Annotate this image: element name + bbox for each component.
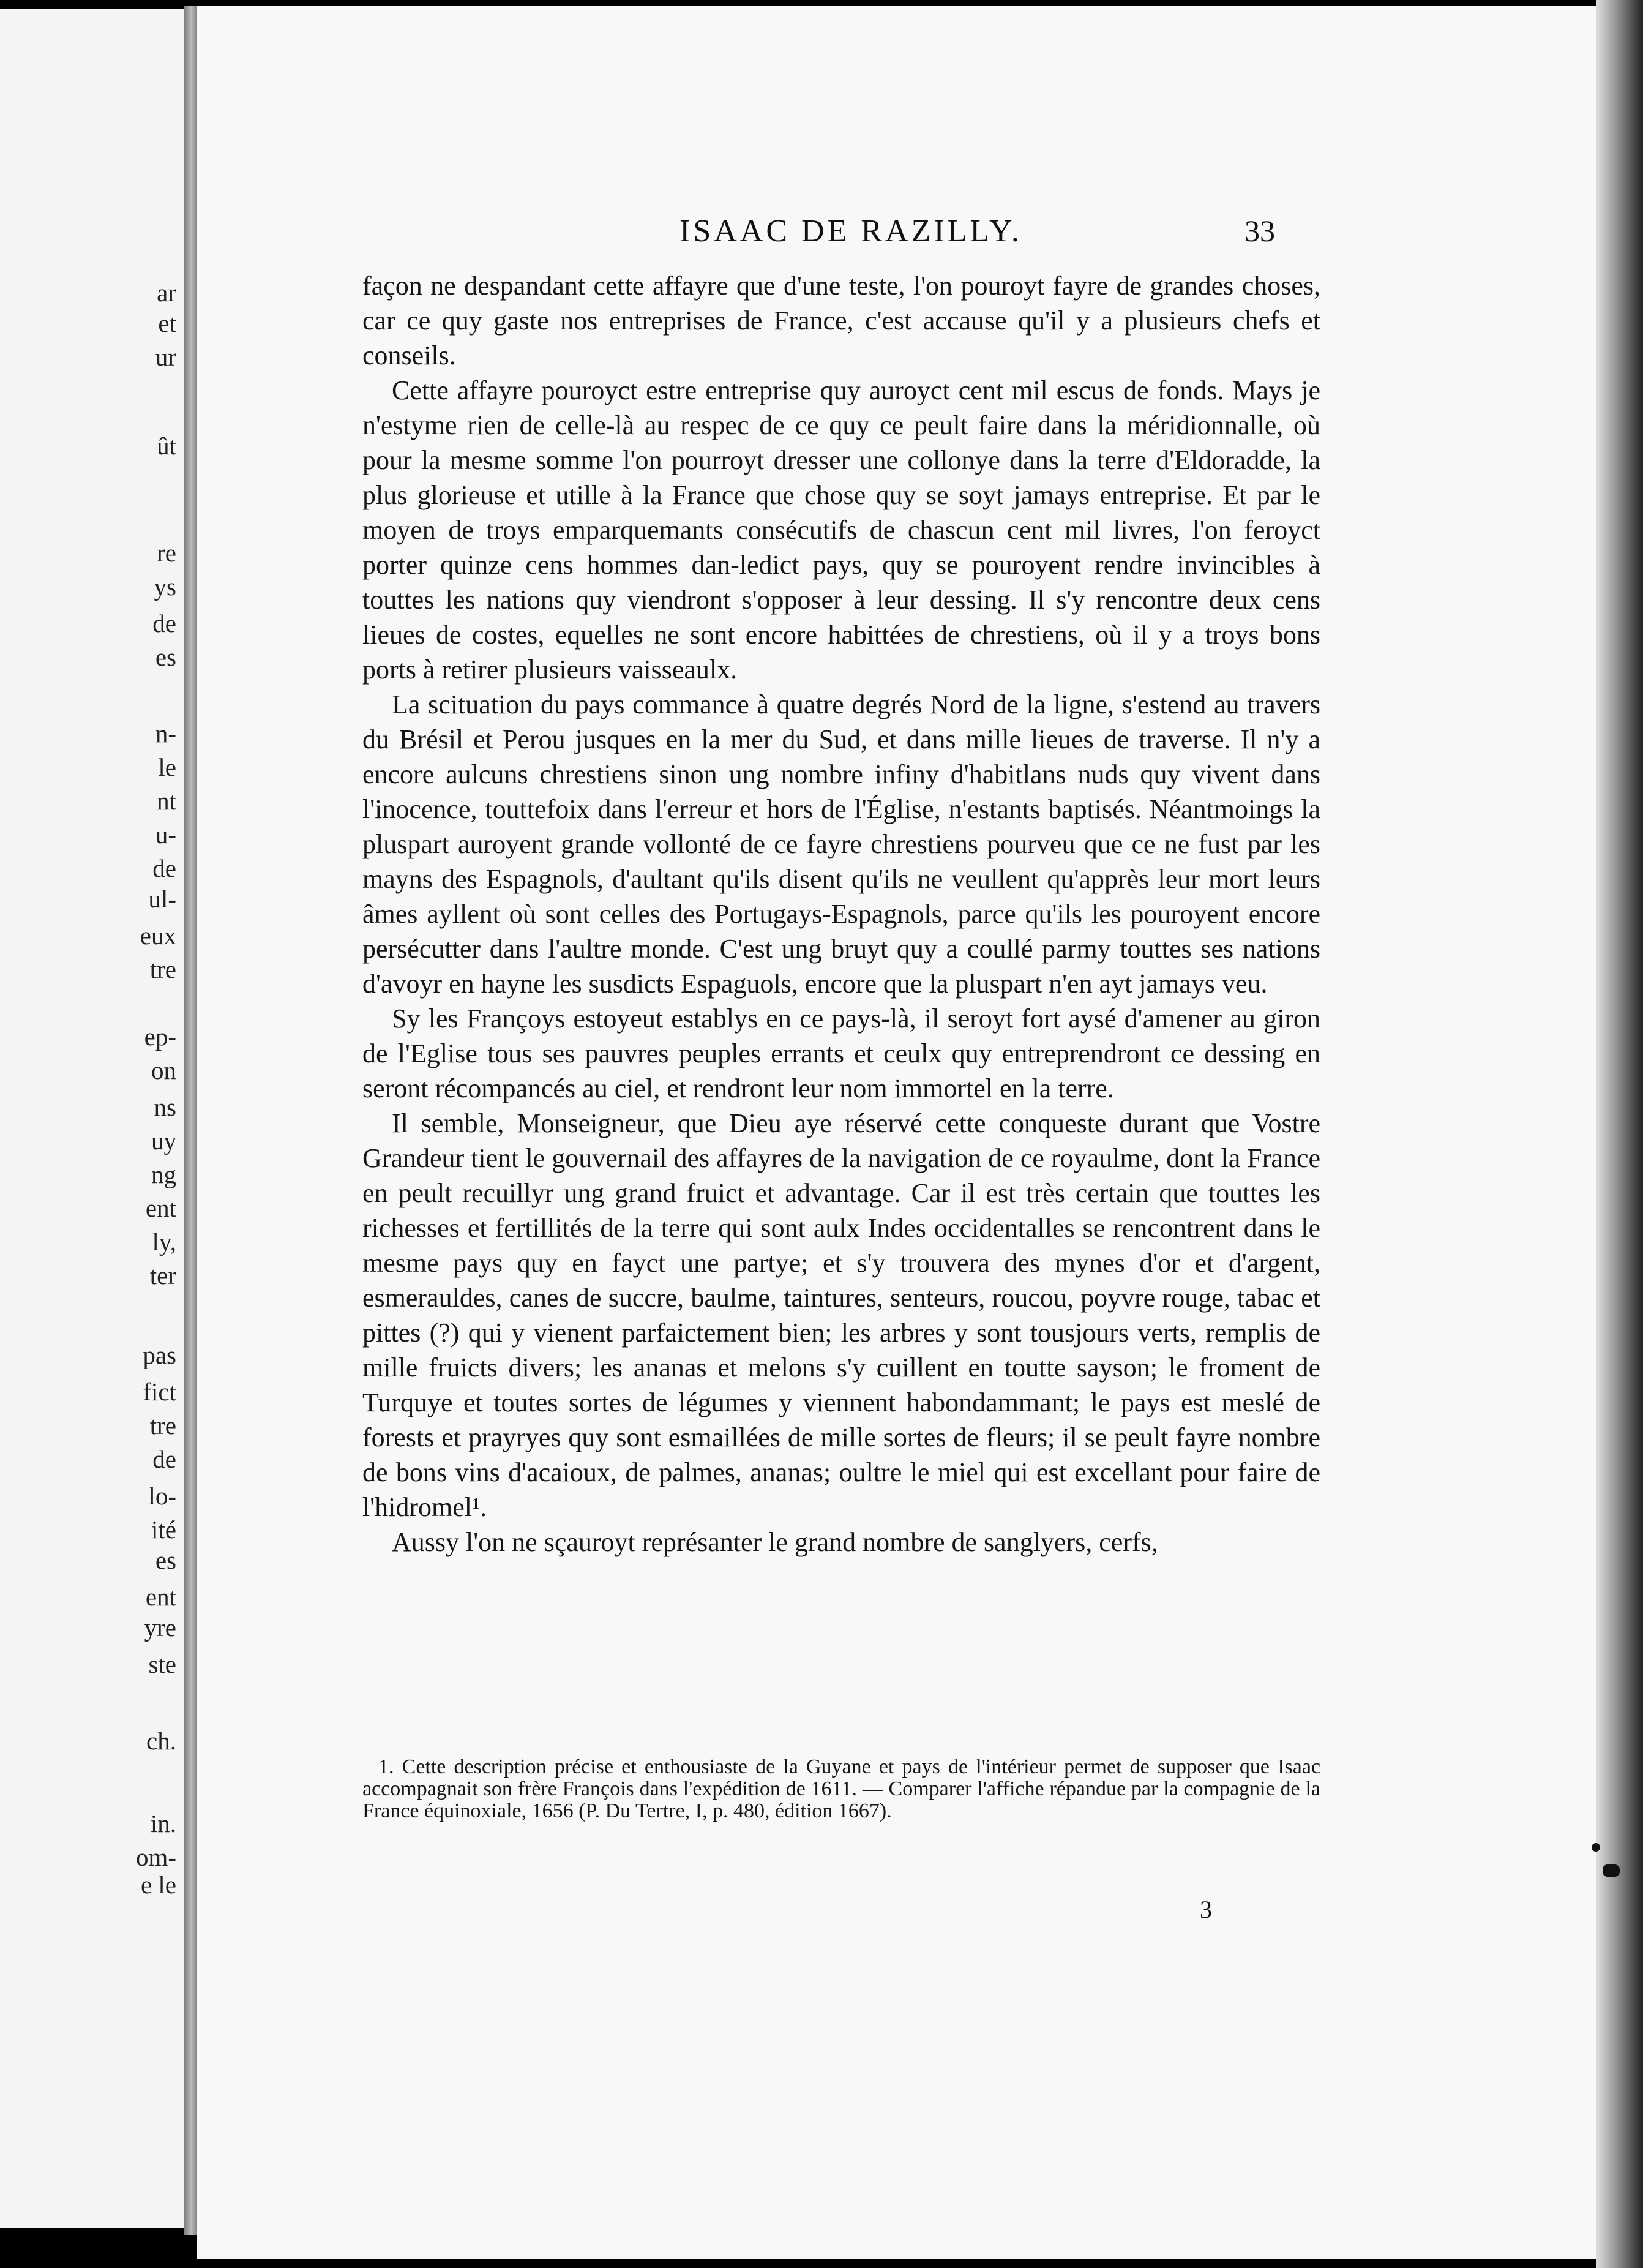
margin-fragment: ent: [145, 1583, 176, 1611]
margin-fragment: ys: [154, 573, 176, 601]
margin-fragment: ent: [145, 1194, 176, 1222]
margin-fragment: ch.: [146, 1727, 176, 1755]
margin-fragment: uy: [151, 1127, 176, 1155]
margin-fragment: fict: [143, 1378, 176, 1406]
margin-fragment: ep-: [144, 1023, 176, 1051]
margin-fragment: ité: [151, 1515, 176, 1544]
margin-fragment: ly,: [152, 1228, 176, 1256]
margin-fragment: on: [151, 1056, 176, 1084]
margin-fragment: ste: [148, 1650, 176, 1678]
margin-fragment: de: [152, 854, 176, 882]
margin-fragment: u-: [155, 820, 176, 849]
margin-fragment: n-: [155, 719, 176, 748]
margin-fragment: es: [155, 643, 176, 671]
footnote-text: 1. Cette description précise et enthousiaste de la Guyane et pays de l'intérieur permet de supposer que Isaac accompagnait son frère François dans l'expédition de 1611. — Comparer l'affiche répandue par la compagnie de la France équinoxiale, 1656 (P. Du Tertre, I, p. 480, édition 1667).: [362, 1755, 1320, 1822]
book-gutter: [184, 6, 198, 2235]
paragraph: façon ne despandant cette affayre que d'une teste, l'on pouroyt fayre de grandes choses, car ce quy gaste nos entreprises de France, c'est accause qu'il y a plusieurs chefs et conseils.: [362, 271, 1320, 370]
margin-fragment: le: [158, 753, 176, 781]
margin-fragment: de: [152, 1445, 176, 1473]
paragraph: Cette affayre pouroyct estre entreprise quy auroyct cent mil escus de fonds. Mays je n'estyme rien de celle-là au respec de ce quy ce peult faire dans la méridionnalle, où pour la mesme somme l'on pourroyt dresser une collonye dans la terre d'Eldoradde, la plus glorieuse et utille à la France que chose quy se soyt jamays entreprise. Et par le moyen de troys emparquemants consécutifs de chascun cent mil livres, l'on feroyct porter quinze cens hommes dan-ledict pays, quy se pouroyent rendre invincibles à touttes les nations quy viendront s'opposer à leur dessing. Il s'y rencontre deux cens lieues de costes, equelles ne sont encore habittées de chrestiens, où il y a troys bons ports à retirer plusieurs vaisseaulx.: [362, 375, 1320, 685]
margin-fragment: et: [158, 309, 176, 337]
paragraph: Sy les Françoys estoyeut establys en ce pays-là, il seroyt fort aysé d'amener au giron de l'Eglise tous ses pauvres peuples errants et ceulx quy entreprendront ce dessing en seront récompancés au ciel, et rendront leur nom immortel en la terre.: [362, 1004, 1320, 1103]
margin-fragment: e le: [140, 1871, 176, 1899]
margin-fragment: eux: [140, 922, 176, 950]
signature-mark: 3: [1200, 1896, 1212, 1923]
paragraph: Aussy l'on ne sçauroyt représanter le grand nombre de sanglyers, cerfs,: [392, 1527, 1158, 1557]
left-page-fragment: [0, 9, 199, 2228]
margin-fragment: tre: [149, 955, 176, 983]
margin-fragment: ul-: [148, 885, 176, 913]
margin-fragment: ar: [157, 279, 176, 307]
margin-fragment: ur: [155, 343, 176, 371]
body-text: [362, 268, 1320, 1560]
margin-fragment: es: [155, 1546, 176, 1574]
margin-fragment: ns: [154, 1093, 176, 1121]
margin-fragment: pas: [143, 1341, 176, 1369]
margin-fragment: tre: [149, 1411, 176, 1440]
scan-speck: [1592, 1843, 1600, 1852]
margin-fragment: in.: [150, 1809, 176, 1838]
paragraph: Il semble, Monseigneur, que Dieu aye réservé cette conqueste durant que Vostre Grandeur tient le gouvernail des affayres de la navigation de ce royaulme, dont la France en peult recuillyr ung grand fruict et advantage. Car il est très certain que touttes les richesses et fertillités de la terre qui sont aulx Indes occidentalles se rencontrent dans le mesme pays quy en fayct une partye; et s'y trouvera des mynes d'or et d'argent, esmerauldes, canes de succre, baulme, taintures, senteurs, roucou, poyvre rouge, tabac et pittes (?) qui y vienent parfaictement bien; les arbres y sont tousjours verts, remplis de mille fruicts divers; les ananas et melons s'y cuillent en toutte sayson; le froment de Turquye et toutes sortes de légumes y viennent habondammant; le pays est meslé de forests et prayryes quy sont esmaillées de mille sortes de fleurs; il se peult fayre nombre de bons vins d'acaioux, de palmes, ananas; oultre le miel qui est excellant pour faire de l'hidromel¹.: [362, 1108, 1320, 1522]
margin-fragment: nt: [157, 787, 176, 815]
margin-fragment: re: [157, 539, 176, 567]
running-title: ISAAC DE RAZILLY.: [679, 214, 1022, 249]
footnote: [362, 1756, 1320, 1822]
margin-fragment: ût: [157, 432, 176, 460]
paragraph: La scituation du pays commance à quatre degrés Nord de la ligne, s'estend au travers du Brésil et Perou jusques en la mer du Sud, et dans mille lieues de traverse. Il n'y a encore aulcuns chrestiens sinon ung nombre infiny d'habitlans nuds quy vivent dans l'inocence, touttefoix dans l'erreur et hors de l'Église, n'estants baptisés. Néantmoings la pluspart auroyent grande vollonté de ce fayre chrestiens pourveu que ce ne fust par les mayns des Espagnols, d'aultant qu'ils disent qu'ils ne veullent qu'apprès leur mort leurs âmes ayllent où sont celles des Portugays-Espagnols, parce qu'ils les pouroyent encore persécutter dans l'aultre monde. C'est ung bruyt quy a coullé parmy touttes ses nations d'avoyr en hayne les susdicts Espaguols, encore que la pluspart n'en ayt jamays veu.: [362, 689, 1320, 999]
page-number: 33: [1244, 214, 1275, 248]
margin-fragment: lo-: [148, 1482, 176, 1510]
margin-fragment: de: [152, 609, 176, 637]
margin-fragment: ng: [151, 1160, 176, 1188]
margin-fragment: yre: [144, 1613, 176, 1642]
page-header: [679, 213, 1292, 256]
left-page-margin-text: [0, 9, 184, 2228]
page-edge-shadow: [1596, 0, 1643, 2268]
scan-speck: [1603, 1864, 1620, 1877]
margin-fragment: om-: [135, 1843, 176, 1871]
margin-fragment: ter: [149, 1261, 176, 1290]
